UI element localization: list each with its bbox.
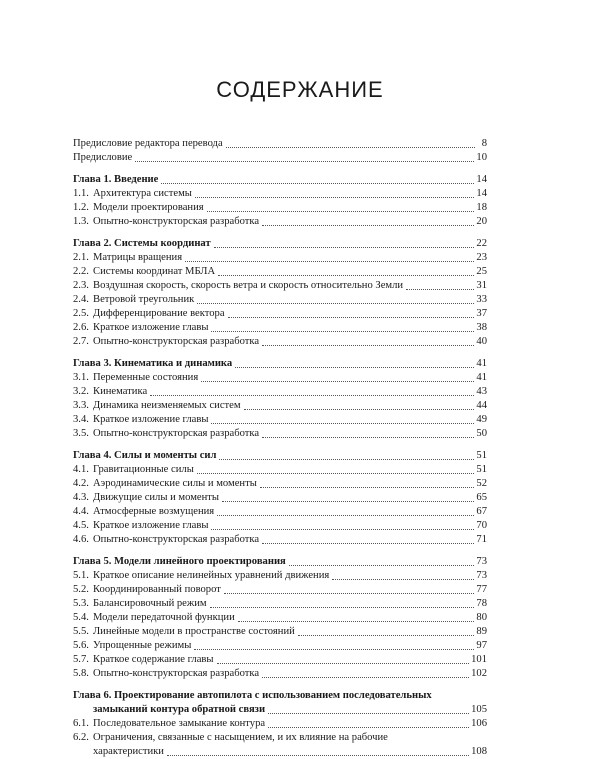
page-number: 108 (471, 746, 487, 757)
section-number: 4.4. (73, 506, 89, 517)
chapter-title: Глава 1. Введение (73, 174, 159, 185)
entry-title: Ограничения, связанные с насыщением, и их влияние на рабочие (93, 732, 388, 743)
section-number: 3.1. (73, 372, 89, 383)
toc-section-entry-multiline[interactable] (73, 731, 487, 745)
page-number: 51 (476, 450, 487, 461)
toc-section-entry[interactable] (73, 399, 487, 413)
page-number: 73 (476, 556, 487, 567)
entry-title: Аэродинамические силы и моменты (93, 478, 257, 489)
toc-section-entry[interactable] (73, 653, 487, 667)
page-number: 22 (476, 238, 487, 249)
toc-chapter-6[interactable] (73, 703, 487, 717)
dot-leader (211, 423, 474, 424)
entry-title: Краткое содержание главы (93, 654, 214, 665)
toc-front-entry[interactable] (73, 137, 487, 151)
toc-section-entry[interactable] (73, 569, 487, 583)
page-number: 67 (476, 506, 487, 517)
toc-section-entry[interactable] (73, 533, 487, 547)
dot-leader (214, 247, 475, 248)
toc-front-entry[interactable] (73, 151, 487, 165)
section-number: 3.5. (73, 428, 89, 439)
toc-chapter-5[interactable] (73, 555, 487, 569)
section-number: 2.4. (73, 294, 89, 305)
toc-section-entry[interactable] (73, 187, 487, 201)
section-number: 2.5. (73, 308, 89, 319)
toc-section-entry[interactable] (73, 293, 487, 307)
entry-title: характеристики (93, 746, 164, 757)
entry-title: Линейные модели в пространстве состояний (93, 626, 295, 637)
toc-section-entry[interactable] (73, 201, 487, 215)
dot-leader (235, 367, 474, 368)
page-number: 43 (476, 386, 487, 397)
dot-leader (224, 593, 475, 594)
entry-title: Модели передаточной функции (93, 612, 235, 623)
entry-title: Гравитационные силы (93, 464, 194, 475)
dot-leader (161, 183, 474, 184)
toc-section-entry[interactable] (73, 505, 487, 519)
page-number: 80 (476, 612, 487, 623)
section-number: 3.2. (73, 386, 89, 397)
section-number: 5.8. (73, 668, 89, 679)
page-number: 25 (476, 266, 487, 277)
section-number: 1.1. (73, 188, 89, 199)
dot-leader (262, 437, 474, 438)
toc-section-entry[interactable] (73, 597, 487, 611)
entry-title: Динамика неизменяемых систем (93, 400, 241, 411)
dot-leader (226, 147, 475, 148)
dot-leader (268, 713, 469, 714)
dot-leader (244, 409, 475, 410)
dot-leader (228, 317, 475, 318)
table-of-contents (73, 137, 487, 759)
entry-title: Опытно-конструкторская разработка (93, 668, 260, 679)
page-number: 106 (471, 718, 487, 729)
page-number: 73 (476, 570, 487, 581)
toc-section-entry[interactable] (73, 717, 487, 731)
section-number: 2.2. (73, 266, 89, 277)
dot-leader (201, 381, 474, 382)
toc-section-entry[interactable] (73, 215, 487, 229)
dot-leader (262, 543, 474, 544)
dot-leader (260, 487, 475, 488)
toc-section-entry[interactable] (73, 625, 487, 639)
page-number: 33 (476, 294, 487, 305)
entry-title: Последовательное замыкание контура (93, 718, 266, 729)
section-number: 2.6. (73, 322, 89, 333)
page-number: 101 (471, 654, 487, 665)
chapter-title-line: Глава 6. Проектирование автопилота с использованием последовательных (73, 690, 432, 701)
entry-title: Матрицы вращения (93, 252, 183, 263)
entry-title: Краткое изложение главы (93, 414, 209, 425)
dot-leader (197, 473, 475, 474)
toc-section-entry[interactable] (73, 413, 487, 427)
toc-section-entry[interactable] (73, 371, 487, 385)
entry-title: Ветровой треугольник (93, 294, 195, 305)
toc-section-entry[interactable] (73, 321, 487, 335)
section-number: 5.2. (73, 584, 89, 595)
toc-chapter-3[interactable] (73, 357, 487, 371)
page-number: 14 (476, 188, 487, 199)
dot-leader (406, 289, 474, 290)
toc-section-entry[interactable] (73, 519, 487, 533)
dot-leader (207, 211, 475, 212)
chapter-title: Глава 5. Модели линейного проектирования (73, 556, 286, 567)
page-number: 14 (476, 174, 487, 185)
page-number: 20 (476, 216, 487, 227)
dot-leader (268, 727, 469, 728)
section-number: 5.1. (73, 570, 89, 581)
dot-leader (217, 663, 470, 664)
section-number: 4.2. (73, 478, 89, 489)
entry-title: Кинематика (93, 386, 148, 397)
entry-title: Переменные состояния (93, 372, 199, 383)
section-number: 5.5. (73, 626, 89, 637)
entry-title: Опытно-конструкторская разработка (93, 216, 260, 227)
dot-leader (150, 395, 474, 396)
toc-section-entry[interactable] (73, 639, 487, 653)
section-number: 1.2. (73, 202, 89, 213)
section-number: 5.3. (73, 598, 89, 609)
page-number: 49 (476, 414, 487, 425)
section-number: 2.1. (73, 252, 89, 263)
page-number: 70 (476, 520, 487, 531)
entry-title: Балансировочный режим (93, 598, 207, 609)
dot-leader (167, 755, 469, 756)
entry-title: Архитектура системы (93, 188, 192, 199)
toc-section-entry[interactable] (73, 745, 487, 759)
spacer (73, 165, 487, 173)
page-number: 97 (476, 640, 487, 651)
spacer (73, 229, 487, 237)
page-number: 50 (476, 428, 487, 439)
section-number: 5.6. (73, 640, 89, 651)
section-number: 3.4. (73, 414, 89, 425)
toc-section-entry[interactable] (73, 611, 487, 625)
section-number: 2.7. (73, 336, 89, 347)
dot-leader (238, 621, 475, 622)
entry-title: Предисловие (73, 152, 133, 163)
entry-title-line (73, 731, 487, 745)
dot-leader (197, 303, 474, 304)
section-number: 6.1. (73, 718, 89, 729)
toc-section-entry[interactable] (73, 427, 487, 441)
page-number: 71 (476, 534, 487, 545)
dot-leader (185, 261, 474, 262)
page-number: 41 (476, 372, 487, 383)
dot-leader (262, 345, 474, 346)
entry-title: Краткое изложение главы (93, 322, 209, 333)
dot-leader (211, 331, 474, 332)
section-number: 5.7. (73, 654, 89, 665)
spacer (73, 349, 487, 357)
toc-chapter-6-heading[interactable] (73, 689, 487, 703)
chapter-title: Глава 3. Кинематика и динамика (73, 358, 233, 369)
page-number: 40 (476, 336, 487, 347)
entry-title: Упрощенные режимы (93, 640, 192, 651)
entry-title: Дифференцирование вектора (93, 308, 225, 319)
page-number: 18 (476, 202, 487, 213)
toc-section-entry[interactable] (73, 667, 487, 681)
spacer (73, 441, 487, 449)
page-number: 8 (481, 138, 487, 149)
section-number: 3.3. (73, 400, 89, 411)
page-number: 105 (471, 704, 487, 715)
section-number: 4.5. (73, 520, 89, 531)
toc-section-entry[interactable] (73, 463, 487, 477)
section-number: 1.3. (73, 216, 89, 227)
entry-title: Модели проектирования (93, 202, 204, 213)
page-number: 38 (476, 322, 487, 333)
toc-section-entry[interactable] (73, 251, 487, 265)
entry-title: Воздушная скорость, скорость ветра и скорость относительно Земли (93, 280, 404, 291)
toc-section-entry[interactable] (73, 265, 487, 279)
toc-section-entry[interactable] (73, 307, 487, 321)
toc-chapter-1[interactable] (73, 173, 487, 187)
section-number: 4.1. (73, 464, 89, 475)
page-number: 89 (476, 626, 487, 637)
entry-title: Опытно-конструкторская разработка (93, 428, 260, 439)
dot-leader (262, 677, 469, 678)
dot-leader (222, 501, 474, 502)
page-title: СОДЕРЖАНИЕ (216, 77, 384, 102)
dot-leader (218, 275, 474, 276)
entry-title: Краткое изложение главы (93, 520, 209, 531)
chapter-title: замыканий контура обратной связи (93, 704, 266, 715)
dot-leader (194, 649, 474, 650)
entry-title: Опытно-конструкторская разработка (93, 336, 260, 347)
page-number: 23 (476, 252, 487, 263)
dot-leader (135, 161, 474, 162)
section-number: 4.6. (73, 534, 89, 545)
page-number: 37 (476, 308, 487, 319)
page-number: 31 (476, 280, 487, 291)
dot-leader (262, 225, 474, 226)
section-number: 4.3. (73, 492, 89, 503)
toc-chapter-4[interactable] (73, 449, 487, 463)
page-number: 10 (476, 152, 487, 163)
entry-title: Системы координат МБЛА (93, 266, 216, 277)
page-number: 51 (476, 464, 487, 475)
dot-leader (195, 197, 474, 198)
section-number: 2.3. (73, 280, 89, 291)
page-number: 52 (476, 478, 487, 489)
entry-title: Опытно-конструкторская разработка (93, 534, 260, 545)
entry-title: Атмосферные возмущения (93, 506, 215, 517)
chapter-title: Глава 2. Системы координат (73, 238, 211, 249)
page-number: 102 (471, 668, 487, 679)
toc-section-entry[interactable] (73, 477, 487, 491)
dot-leader (217, 515, 474, 516)
page-number: 65 (476, 492, 487, 503)
page-number: 44 (476, 400, 487, 411)
entry-title: Краткое описание нелинейных уравнений движения (93, 570, 330, 581)
toc-section-entry[interactable] (73, 335, 487, 349)
section-number: 5.4. (73, 612, 89, 623)
entry-title: Движущие силы и моменты (93, 492, 220, 503)
chapter-title: Глава 4. Силы и моменты сил (73, 450, 217, 461)
toc-section-entry[interactable] (73, 491, 487, 505)
dot-leader (210, 607, 475, 608)
toc-section-entry[interactable] (73, 583, 487, 597)
page-number: 41 (476, 358, 487, 369)
dot-leader (289, 565, 475, 566)
page-number: 78 (476, 598, 487, 609)
section-number: 6.2. (73, 732, 89, 743)
entry-title: Координированный поворот (93, 584, 221, 595)
page-number: 77 (476, 584, 487, 595)
toc-section-entry[interactable] (73, 385, 487, 399)
spacer (73, 547, 487, 555)
dot-leader (211, 529, 474, 530)
toc-chapter-2[interactable] (73, 237, 487, 251)
entry-title: Предисловие редактора перевода (73, 138, 223, 149)
spacer (73, 681, 487, 689)
dot-leader (219, 459, 474, 460)
dot-leader (332, 579, 474, 580)
toc-section-entry[interactable] (73, 279, 487, 293)
dot-leader (298, 635, 475, 636)
